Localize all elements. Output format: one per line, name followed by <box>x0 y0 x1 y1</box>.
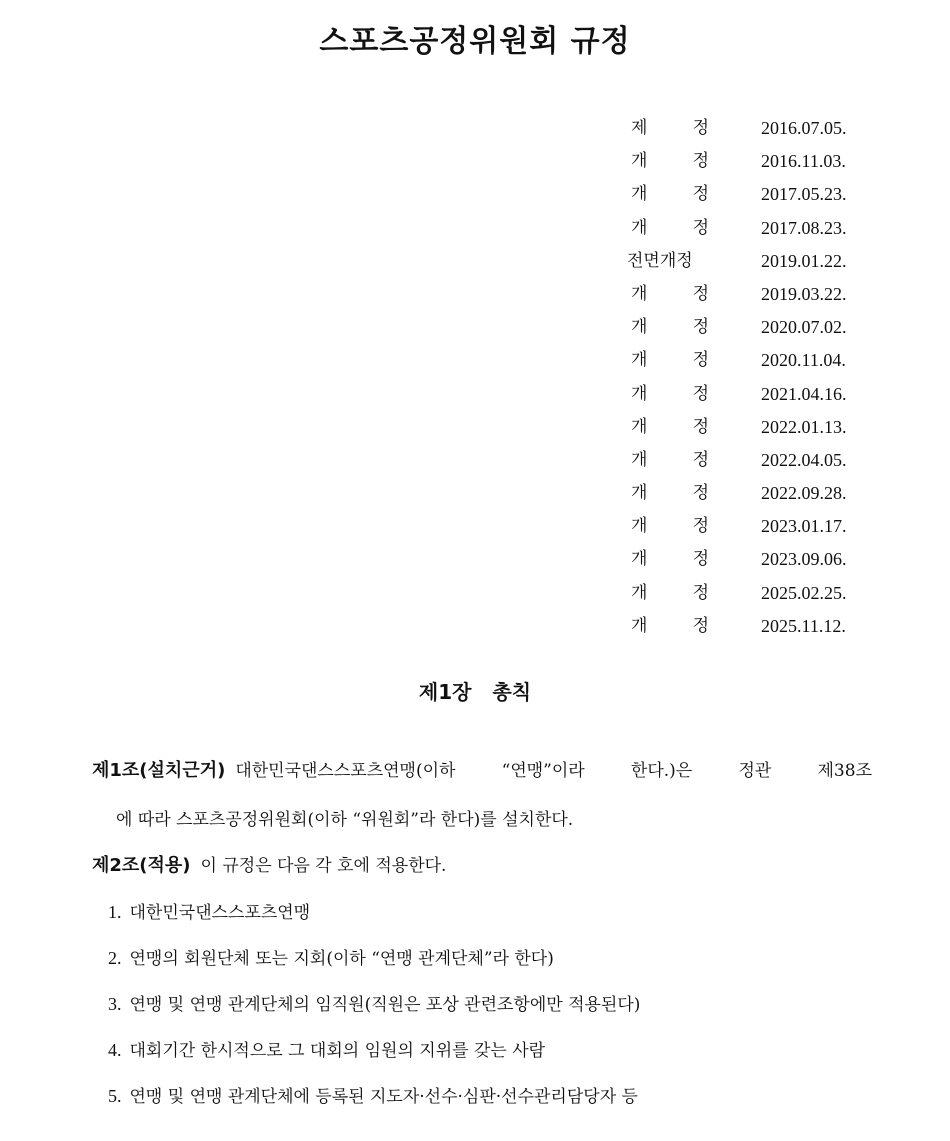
history-date: 2016.07.05. <box>761 118 847 138</box>
history-row <box>627 278 867 311</box>
history-date: 2022.04.05. <box>761 449 847 470</box>
item-number: 3. <box>108 994 122 1014</box>
history-date: 2017.08.23. <box>761 217 847 238</box>
article-2-text: 이 규정은 다음 각 호에 적용한다. <box>200 856 447 876</box>
history-row <box>627 510 867 543</box>
list-item <box>108 1082 868 1107</box>
article-1-text: 대한민국댄스스포츠연맹(이하 “연맹”이라 한다.)은 정관 제38조 <box>235 761 872 781</box>
history-type: 개 정 <box>631 615 709 636</box>
history-date: 2022.09.28. <box>761 483 847 504</box>
item-number: 2. <box>108 948 122 968</box>
history-row <box>627 411 867 444</box>
history-date: 2020.11.04. <box>761 350 846 371</box>
history-type: 개 정 <box>631 317 709 338</box>
article-1-heading: 제1조(설치근거) <box>92 760 226 781</box>
item-text: 연맹 및 연맹 관계단체에 등록된 지도자·선수·심판·선수관리담당자 등 <box>129 1087 638 1107</box>
amendment-history <box>627 112 867 643</box>
history-row <box>627 577 867 610</box>
list-item <box>108 990 868 1015</box>
list-item <box>108 944 868 969</box>
history-type: 개 정 <box>631 549 709 570</box>
history-type: 개 정 <box>631 416 709 437</box>
history-row <box>627 311 867 344</box>
history-row <box>627 178 867 211</box>
history-type: 개 정 <box>631 151 709 172</box>
article-1-line-2: 에 따라 스포츠공정위원회(이하 “위원회”라 한다)를 설치한다. <box>116 810 574 830</box>
history-date: 2023.01.17. <box>761 516 847 537</box>
item-number: 1. <box>108 902 122 922</box>
page-title: 스포츠공정위원회 규정 <box>319 24 631 59</box>
history-type: 개 정 <box>631 516 709 537</box>
history-date: 2016.11.03. <box>761 151 846 172</box>
item-number: 4. <box>108 1040 122 1060</box>
history-date: 2025.02.25. <box>761 582 847 603</box>
history-row <box>627 212 867 245</box>
history-date: 2023.09.06. <box>761 549 847 570</box>
article-2-line <box>92 851 872 877</box>
history-type: 제 정 <box>631 118 709 138</box>
history-row <box>627 145 867 178</box>
history-type: 개 정 <box>631 184 709 205</box>
history-date: 2020.07.02. <box>761 317 847 338</box>
list-item <box>108 1036 868 1061</box>
history-date: 2021.04.16. <box>761 383 847 404</box>
history-row <box>627 543 867 576</box>
history-date: 2025.11.12. <box>761 615 846 636</box>
history-row <box>627 444 867 477</box>
history-row <box>627 245 867 278</box>
history-row <box>627 344 867 377</box>
item-text: 대회기간 한시적으로 그 대회의 임원의 지위를 갖는 사람 <box>129 1041 546 1061</box>
history-date: 2022.01.13. <box>761 416 847 437</box>
history-row <box>627 610 867 643</box>
history-type: 개 정 <box>631 483 709 504</box>
history-row <box>627 477 867 510</box>
item-text: 대한민국댄스스포츠연맹 <box>129 903 311 923</box>
item-number: 5. <box>108 1086 122 1106</box>
history-date: 2019.03.22. <box>761 283 847 304</box>
history-row <box>627 378 867 411</box>
history-type: 전면개정 <box>627 250 693 271</box>
history-date: 2017.05.23. <box>761 184 847 205</box>
article-2-heading: 제2조(적용) <box>92 855 191 876</box>
history-type: 개 정 <box>631 283 709 304</box>
chapter-title: 제1장 총칙 <box>418 680 532 704</box>
history-type: 개 정 <box>631 350 709 371</box>
item-text: 연맹의 회원단체 또는 지회(이하 “연맹 관계단체”라 한다) <box>129 949 554 969</box>
history-type: 개 정 <box>631 217 709 238</box>
history-row <box>627 112 867 145</box>
history-date: 2019.01.22. <box>761 250 847 271</box>
history-type: 개 정 <box>631 449 709 470</box>
item-text: 연맹 및 연맹 관계단체의 임직원(직원은 포상 관련조항에만 적용된다) <box>129 995 641 1015</box>
article-1-line-1 <box>92 756 872 782</box>
history-type: 개 정 <box>631 582 709 603</box>
list-item <box>108 898 868 923</box>
history-type: 개 정 <box>631 383 709 404</box>
